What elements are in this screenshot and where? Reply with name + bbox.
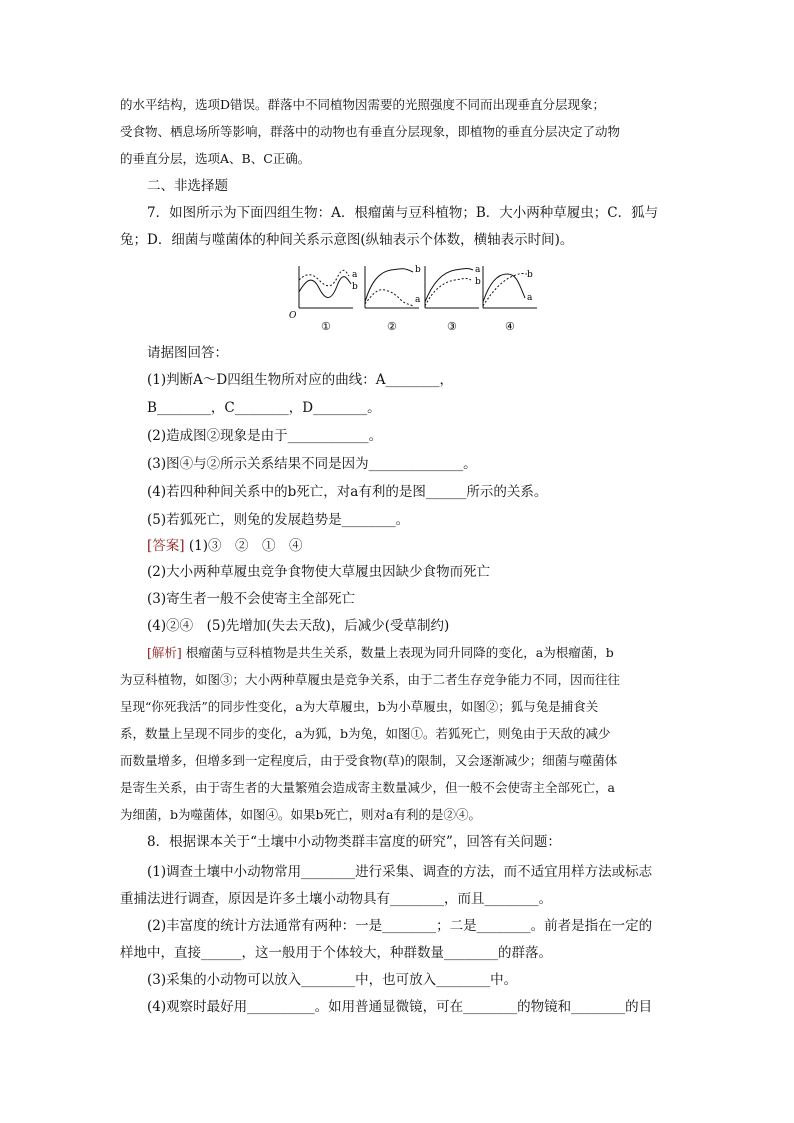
panel-4-number: ④: [505, 320, 515, 332]
q8-sub4: (4)观察时最好用__________。如用普通显微镜，可在________的物镜和________的目: [147, 999, 653, 1015]
answer-tag: [答案]: [147, 538, 185, 554]
panel-1-number: ①: [321, 320, 331, 332]
explanation-line1: [147, 643, 614, 663]
panel-4-b-label: b: [527, 270, 533, 280]
panel-3: [425, 265, 481, 332]
q7-sub1-line1: (1)判断A～D四组生物所对应的曲线：A________，: [147, 372, 453, 388]
panel-1-a-label: a: [352, 270, 358, 280]
explanation-line2: 为豆科植物，如图③；大小两种草履虫是竞争关系，由于二者生存竞争能力不同，因而往往: [120, 672, 621, 687]
answer-1: (1)③ ② ① ④: [188, 538, 303, 554]
line-p3: 的垂直分层，选项A、B、C正确。: [120, 151, 311, 166]
panel-1: [289, 266, 358, 332]
explanation-line4: 系，数量上呈现不同步的变化，a为狐，b为兔，如图①。若狐死亡，则兔由于天敌的减少: [120, 726, 611, 741]
answer-line4: (4)②④ (5)先增加(失去天敌)，后减少(受草制约): [147, 618, 450, 634]
explanation-line7: 为细菌，b为噬菌体，如图④。如果b死亡，则对a有利的是②④。: [120, 807, 481, 822]
explanation-line6: 是寄生关系，由于寄生者的大量繁殖会造成寄主数量减少，但一般不会使寄主全部死亡，a: [120, 780, 615, 795]
q7-prompt: 请据图回答：: [147, 345, 228, 361]
q8-sub2-line1: (2)丰富度的统计方法通常有两种：一是________；二是________。前者是指在一定的: [147, 918, 653, 934]
q7-sub5: (5)若狐死亡，则兔的发展趋势是________。: [147, 512, 410, 528]
panel-1-b-label: b: [352, 282, 358, 292]
q8-sub2-line2: 样地中，直接______，这一般用于个体较大，种群数量________的群落。: [120, 945, 552, 961]
q7-line2: 兔；D．细菌与噬菌体的种间关系示意图(纵轴表示个体数，横轴表示时间)。: [120, 232, 574, 248]
q8-sub3: (3)采集的小动物可以放入________中，也可放入________中。: [147, 972, 518, 988]
panel-4-a-label: a: [527, 293, 533, 303]
q7-sub1-line2: B________，C________，D________。: [147, 400, 381, 416]
q7-line1: 7．如图所示为下面四组生物：A．根瘤菌与豆科植物；B．大小两种草履虫；C．狐与: [147, 205, 659, 221]
q8-sub1-line1: (1)调查土壤中小动物常用________进行采集、调查的方法，而不适宜用样方法或标志: [147, 864, 653, 880]
panel-2-a-label: a: [415, 295, 421, 305]
explanation-1: 根瘤菌与豆科植物是共生关系，数量上表现为同升同降的变化，a为根瘤菌，b: [185, 645, 614, 660]
relationship-figure: [285, 262, 540, 332]
panel-2: [365, 265, 421, 332]
panel-3-b-label: b: [475, 277, 481, 287]
q7-sub4: (4)若四种种间关系中的b死亡，对a有利的是图______所示的关系。: [147, 484, 548, 500]
panel-3-number: ③: [447, 320, 457, 332]
explanation-line5: 而数量增多，但增多到一定程度后，由于受食物(草)的限制，又会逐渐减少；细菌与噬菌体: [120, 753, 618, 768]
q7-sub3: (3)图④与②所示关系结果不同是因为______________。: [147, 456, 477, 472]
panel-4: [483, 266, 537, 332]
four-panel-graphs: [285, 262, 540, 332]
q7-sub2: (2)造成图②现象是由于____________。: [147, 428, 383, 444]
line-p1: 的水平结构，选项D错误。群落中不同植物因需要的光照强度不同而出现垂直分层现象；: [120, 97, 606, 112]
panel-3-a-label: a: [475, 265, 481, 275]
q8-line1: 8．根据课本关于“土壤中小动物类群丰富度的研究”，回答有关问题：: [147, 834, 561, 850]
answer-line1: [147, 536, 302, 556]
explanation-tag: [解析]: [147, 645, 182, 660]
answer-line3: (3)寄生者一般不会使寄主全部死亡: [147, 591, 356, 607]
line-p2: 受食物、栖息场所等影响，群落中的动物也有垂直分层现象，即植物的垂直分层决定了动物: [120, 124, 621, 139]
answer-line2: (2)大小两种草履虫竞争食物使大草履虫因缺少食物而死亡: [147, 564, 491, 580]
panel-2-b-label: b: [415, 265, 421, 275]
explanation-line3: 呈现“你死我活”的同步性变化，a为大草履虫，b为小草履虫，如图②；狐与兔是捕食关: [120, 699, 599, 714]
q8-sub1-line2: 重捕法进行调查，原因是许多土壤小动物具有________，而且________。: [120, 891, 552, 907]
panel-2-number: ②: [387, 320, 397, 332]
panel-1-origin: O: [289, 311, 297, 321]
section-heading: 二、非选择题: [147, 178, 228, 194]
